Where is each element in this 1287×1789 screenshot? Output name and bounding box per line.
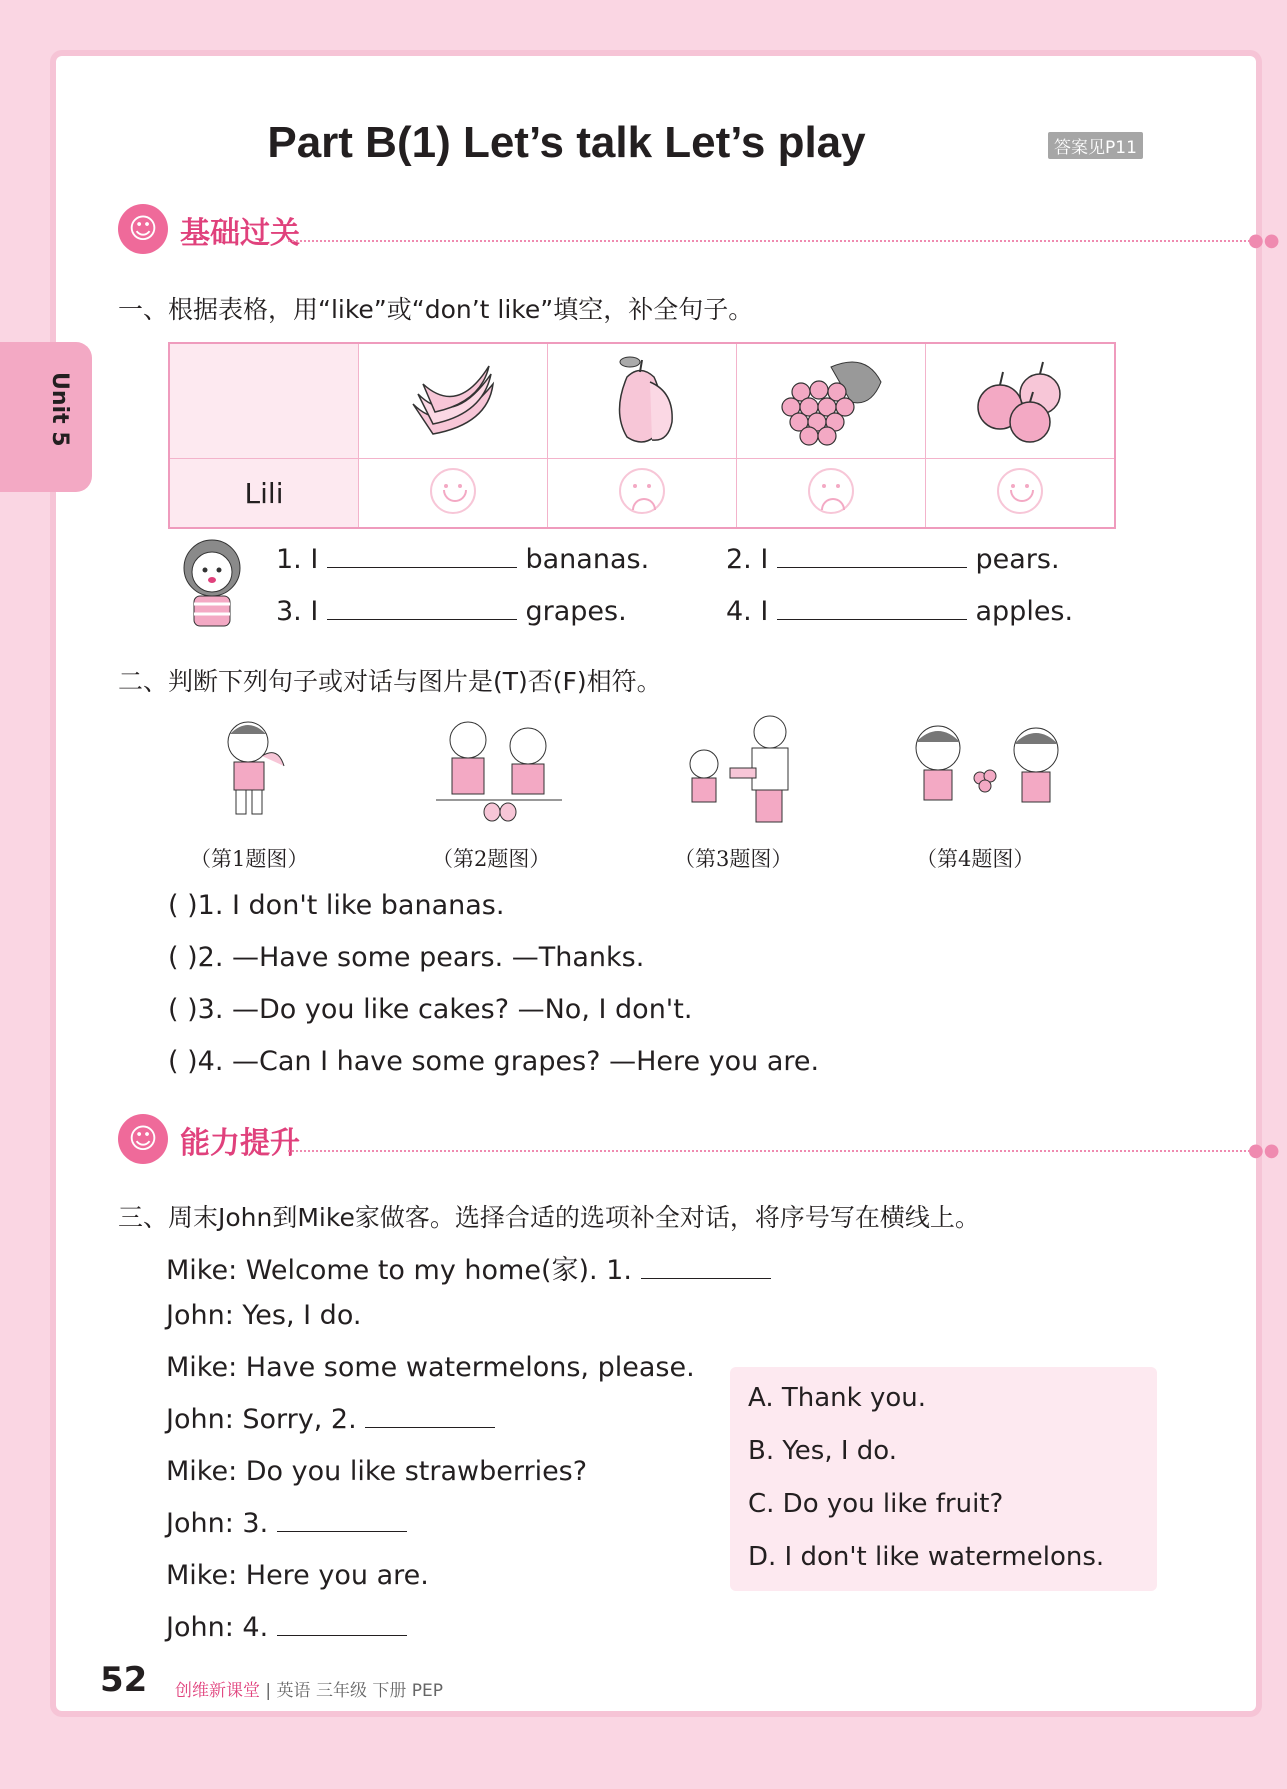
- answer-blank[interactable]: [277, 1635, 407, 1636]
- sad-face-icon: [808, 468, 854, 514]
- answer-blank[interactable]: [327, 567, 517, 568]
- row-label-lili: Lili: [169, 459, 359, 529]
- fill-item-4: 4. I apples.: [726, 596, 1074, 627]
- smiley-face-icon: [997, 468, 1043, 514]
- picture-3-boy-and-man-with-cakes: [682, 712, 802, 824]
- banana-cell: [359, 343, 548, 459]
- picture-4-children-with-grapes: [906, 722, 1070, 822]
- answer-blank[interactable]: [777, 567, 967, 568]
- picture-1-boy-with-banana: [212, 716, 292, 822]
- unit-tab: Unit 5: [0, 342, 92, 492]
- question-2-instruction: 二、判断下列句子或对话与图片是(T)否(F)相符。: [118, 667, 662, 696]
- picture-2-children-with-pears: [436, 716, 562, 822]
- smiley-face-icon: [430, 468, 476, 514]
- grapes-icon: [771, 352, 891, 447]
- page-number: 52: [100, 1660, 148, 1700]
- dialogue-line-1: Mike: Welcome to my home(家). 1.: [166, 1248, 771, 1287]
- answer-parentheses[interactable]: ( ): [168, 1046, 198, 1077]
- option-b: B. Yes, I do.: [748, 1436, 898, 1466]
- section-title: 基础过关: [180, 216, 300, 251]
- caption-1: （第1题图）: [190, 847, 309, 871]
- dialogue-line-6: John: 3.: [166, 1508, 407, 1539]
- answer-blank[interactable]: [277, 1531, 407, 1532]
- section-title: 能力提升: [180, 1126, 300, 1161]
- dialogue-line-5: Mike: Do you like strawberries?: [166, 1456, 588, 1487]
- answer-blank[interactable]: [641, 1278, 771, 1279]
- dialogue-line-2: John: Yes, I do.: [166, 1300, 362, 1331]
- question-3-instruction: 三、周末John到Mike家做客。选择合适的选项补全对话，将序号写在横线上。: [118, 1203, 980, 1232]
- option-c: C. Do you like fruit?: [748, 1489, 1004, 1519]
- footer-book-info: 创维新课堂 | 英语 三年级 下册 PEP: [175, 1681, 443, 1701]
- kid-face-icon: ☺: [118, 204, 168, 254]
- dialogue-line-8: John: 4.: [166, 1612, 407, 1643]
- answer-parentheses[interactable]: ( ): [168, 994, 198, 1025]
- dotted-divider: [288, 1150, 1258, 1152]
- judge-item-1: ( )1. I don't like bananas.: [168, 890, 505, 921]
- dialogue-line-4: John: Sorry, 2.: [166, 1404, 495, 1435]
- fill-item-2: 2. I pears.: [726, 544, 1060, 575]
- answer-reference: 答案见P11: [1048, 132, 1143, 159]
- dots-decoration: ●●: [1248, 1140, 1280, 1161]
- section-heading-basic: [118, 204, 1278, 254]
- face-cell-2: [548, 459, 737, 529]
- question-1-instruction: 一、根据表格，用“like”或“don’t like”填空，补全句子。: [118, 295, 754, 324]
- sad-face-icon: [619, 468, 665, 514]
- caption-2: （第2题图）: [432, 847, 551, 871]
- fill-item-1: 1. I bananas.: [276, 544, 650, 575]
- table-corner-cell: [169, 343, 359, 459]
- page-title: Part B(1) Let’s talk Let’s play: [267, 118, 866, 167]
- face-cell-1: [359, 459, 548, 529]
- apples-cell: [926, 343, 1116, 459]
- caption-4: （第4题图）: [916, 847, 1035, 871]
- pear-icon: [592, 352, 692, 447]
- judge-item-2: ( )2. —Have some pears. —Thanks.: [168, 942, 645, 973]
- kid-face-icon: ☺: [118, 1114, 168, 1164]
- grapes-cell: [737, 343, 926, 459]
- answer-blank[interactable]: [365, 1427, 495, 1428]
- dots-decoration: ●●: [1248, 230, 1280, 251]
- face-cell-3: [737, 459, 926, 529]
- option-d: D. I don't like watermelons.: [748, 1542, 1105, 1572]
- fill-item-3: 3. I grapes.: [276, 596, 627, 627]
- banana-icon: [403, 354, 503, 444]
- apples-icon: [965, 352, 1075, 447]
- answer-blank[interactable]: [327, 619, 517, 620]
- option-a: A. Thank you.: [748, 1383, 926, 1413]
- answer-parentheses[interactable]: ( ): [168, 890, 198, 921]
- answer-blank[interactable]: [777, 619, 967, 620]
- preference-table: [168, 342, 1116, 529]
- face-cell-4: [926, 459, 1116, 529]
- dialogue-line-3: Mike: Have some watermelons, please.: [166, 1352, 695, 1383]
- judge-item-4: ( )4. —Can I have some grapes? —Here you are.: [168, 1046, 820, 1077]
- caption-3: （第3题图）: [674, 847, 793, 871]
- answer-parentheses[interactable]: ( ): [168, 942, 198, 973]
- pear-cell: [548, 343, 737, 459]
- section-heading-advanced: [118, 1114, 1278, 1164]
- dotted-divider: [288, 240, 1258, 242]
- girl-illustration: [172, 534, 252, 638]
- dialogue-line-7: Mike: Here you are.: [166, 1560, 429, 1591]
- judge-item-3: ( )3. —Do you like cakes? —No, I don't.: [168, 994, 693, 1025]
